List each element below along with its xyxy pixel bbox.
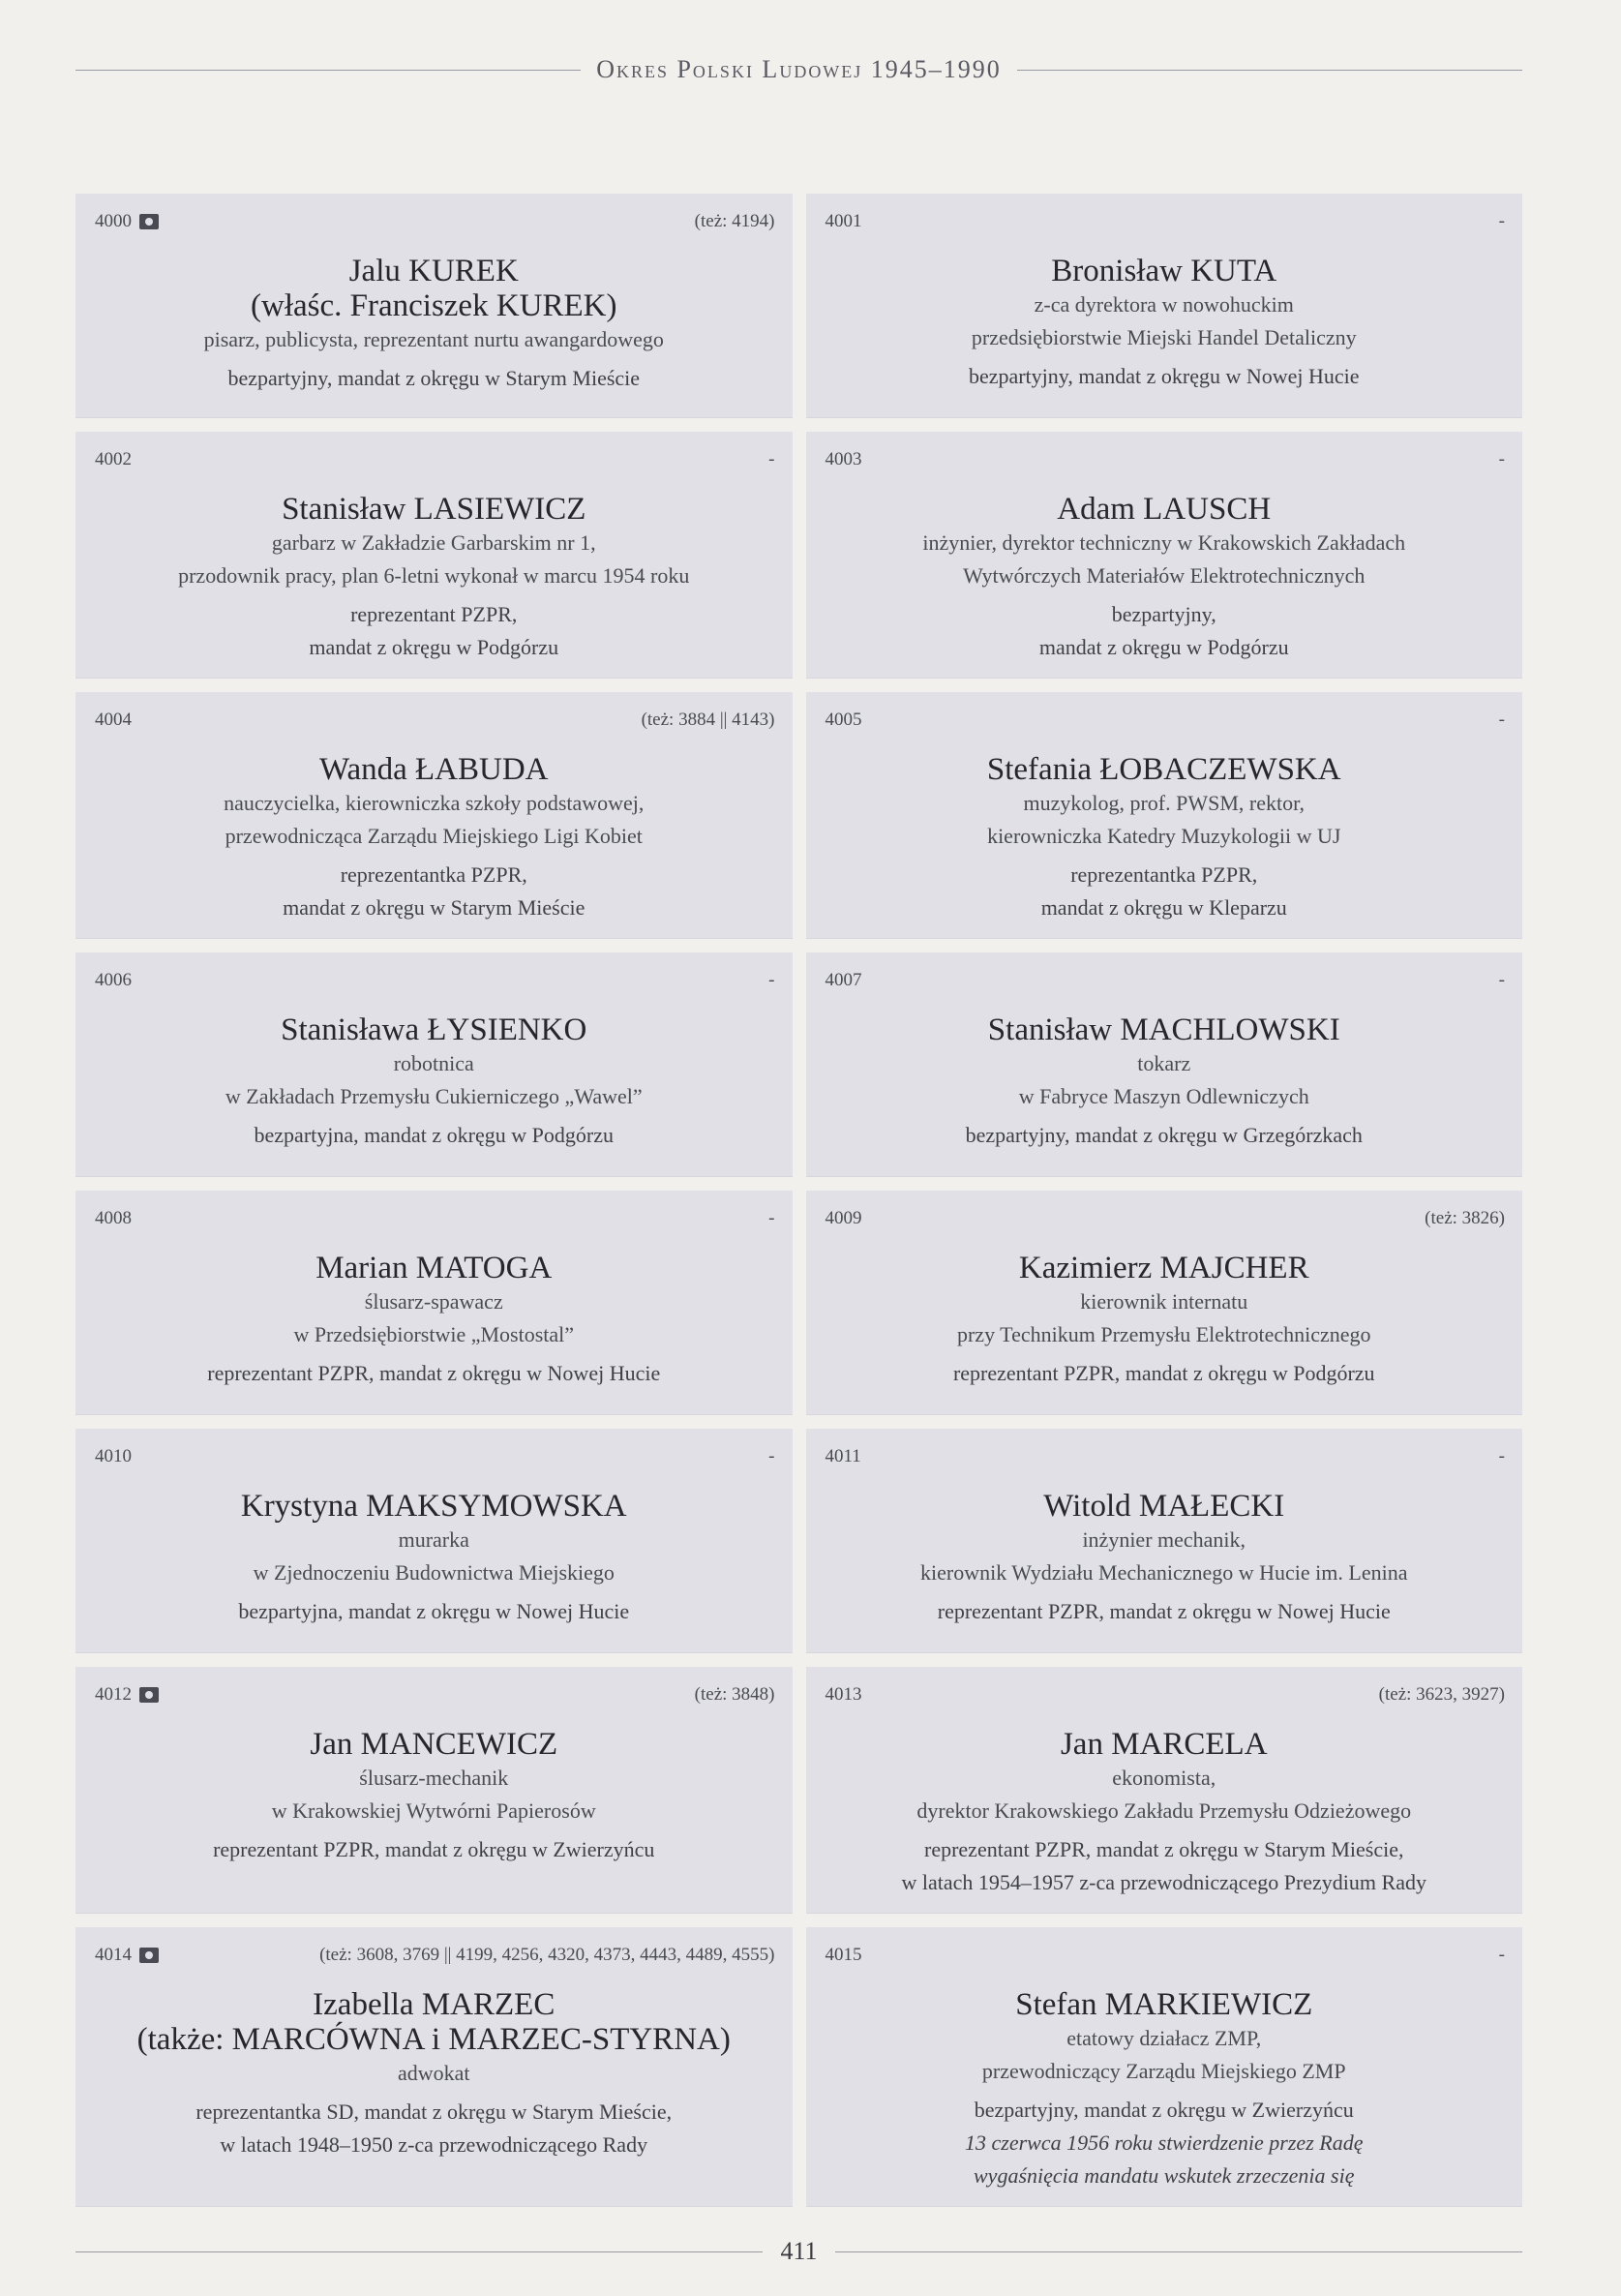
mandate-line: w latach 1948–1950 z-ca przewodniczącego Rady	[220, 2132, 648, 2157]
header-rule-right	[1017, 70, 1522, 71]
mandate-block	[95, 1357, 773, 1390]
entry-number: 4008	[95, 1208, 132, 1228]
person-name: Stanisława ŁYSIENKO	[281, 1012, 587, 1047]
mandate-line: reprezentantka PZPR,	[340, 862, 527, 887]
entry-card	[75, 692, 793, 939]
cross-reference: -	[1498, 1446, 1505, 1466]
entry-card	[806, 952, 1523, 1177]
cross-reference: (też: 3884 || 4143)	[641, 710, 775, 730]
occupation-line: przewodniczący Zarządu Miejskiego ZMP	[981, 2059, 1346, 2083]
mandate-line: mandat z okręgu w Kleparzu	[1040, 895, 1287, 920]
entry-card	[75, 1667, 793, 1914]
occupation-line: etatowy działacz ZMP,	[1066, 2026, 1262, 2050]
person-name: Stanisław LASIEWICZ	[282, 492, 586, 527]
footer-rule-left	[75, 2251, 763, 2252]
person-name: Jalu KUREK	[348, 254, 519, 288]
person-name: Izabella MARZEC	[313, 1987, 555, 2022]
occupation-line: w Przedsiębiorstwie „Mostostal”	[293, 1322, 575, 1346]
entry-card	[806, 194, 1523, 418]
mandate-line: reprezentant PZPR,	[350, 602, 518, 626]
cross-reference: (też: 3826)	[1425, 1208, 1505, 1228]
occupation-line: przedsiębiorstwie Miejski Handel Detaliczny	[971, 325, 1357, 349]
mandate-block	[826, 859, 1504, 924]
entry-row	[75, 1429, 1522, 1653]
cross-reference: (też: 4194)	[694, 211, 775, 231]
entry-number: 4003	[825, 449, 862, 469]
entry-number-block	[95, 970, 132, 991]
mandate-block	[95, 1595, 773, 1628]
entry-number-block	[826, 970, 862, 991]
occupation-line: w Krakowskiej Wytwórni Papierosów	[271, 1798, 596, 1823]
header-rule-left	[75, 70, 581, 71]
cross-reference: -	[1498, 710, 1505, 730]
occupation-line: muzykolog, prof. PWSM, rektor,	[1023, 791, 1306, 815]
note-line: 13 czerwca 1956 roku stwierdzenie przez Radę	[965, 2130, 1364, 2155]
occupation-line: w Zakładach Przemysłu Cukierniczego „Wawel”	[225, 1084, 643, 1108]
occupation-line: dyrektor Krakowskiego Zakładu Przemysłu Odzieżowego	[916, 1798, 1412, 1823]
occupation-line: przodownik pracy, plan 6-letni wykonał w marcu 1954 roku	[178, 563, 690, 588]
person-name: Kazimierz MAJCHER	[1018, 1251, 1309, 1285]
occupation-line: garbarz w Zakładzie Garbarskim nr 1,	[271, 530, 596, 555]
entry-number-block	[95, 449, 132, 470]
entries-grid	[75, 194, 1522, 2220]
mandate-line: w latach 1954–1957 z-ca przewodniczącego Prezydium Rady	[901, 1870, 1426, 1894]
photo-icon	[139, 214, 159, 229]
mandate-block	[95, 2096, 773, 2161]
entry-number-block	[826, 1446, 861, 1467]
mandate-line: reprezentant PZPR, mandat z okręgu w Zwierzyńcu	[213, 1837, 655, 1861]
mandate-line: reprezentant PZPR, mandat z okręgu w Starym Mieście,	[924, 1837, 1404, 1861]
occupation-line: adwokat	[397, 2061, 470, 2085]
entry-number: 4006	[95, 970, 132, 990]
mandate-block	[95, 598, 773, 664]
occupation-line: nauczycielka, kierowniczka szkoły podstawowej,	[224, 791, 645, 815]
person-name: Witold MAŁECKI	[1043, 1489, 1285, 1524]
entry-row	[75, 1191, 1522, 1415]
footer-rule-right	[835, 2251, 1522, 2252]
entry-number: 4004	[95, 710, 132, 730]
mandate-line: reprezentant PZPR, mandat z okręgu w Nowej Hucie	[937, 1599, 1391, 1623]
cross-reference: -	[1498, 449, 1505, 469]
entry-card	[75, 194, 793, 418]
cross-reference: (też: 3608, 3769 || 4199, 4256, 4320, 4373, 4443, 4489, 4555)	[319, 1945, 775, 1965]
page-number: 411	[780, 2237, 818, 2265]
entry-number-block	[826, 1684, 862, 1706]
mandate-line: bezpartyjny, mandat z okręgu w Zwierzyńcu	[974, 2098, 1354, 2122]
entry-number: 4001	[825, 211, 862, 231]
entry-row	[75, 432, 1522, 679]
mandate-line: bezpartyjny, mandat z okręgu w Nowej Hucie	[968, 364, 1360, 388]
mandate-block	[826, 360, 1504, 393]
person-name: Bronisław KUTA	[1051, 254, 1277, 288]
mandate-line: bezpartyjny, mandat z okręgu w Starym Mieście	[227, 366, 641, 390]
entry-number: 4011	[825, 1446, 861, 1466]
occupation-line: ślusarz-mechanik	[359, 1766, 509, 1790]
mandate-line: mandat z okręgu w Starym Mieście	[283, 895, 585, 920]
cross-reference: -	[768, 1208, 775, 1228]
entry-card	[806, 432, 1523, 679]
occupation-line: murarka	[398, 1527, 469, 1552]
entry-card	[75, 1429, 793, 1653]
running-title: Okres Polski Ludowej 1945–1990	[596, 55, 1002, 83]
alternate-name: (także: MARCÓWNA i MARZEC-STYRNA)	[136, 2022, 731, 2057]
entry-number: 4014	[95, 1945, 132, 1965]
entry-card	[806, 692, 1523, 939]
entry-number-block	[826, 211, 862, 232]
alternate-name: (właśc. Franciszek KUREK)	[251, 288, 617, 323]
occupation-line: pisarz, publicysta, reprezentant nurtu awangardowego	[203, 327, 664, 351]
mandate-line: reprezentantka PZPR,	[1070, 862, 1258, 887]
occupation-line: inżynier mechanik,	[1082, 1527, 1246, 1552]
entry-number-block	[826, 1208, 862, 1229]
mandate-block	[95, 1833, 773, 1866]
entry-number-block	[95, 1208, 132, 1229]
entry-card	[806, 1191, 1523, 1415]
entry-number: 4012	[95, 1684, 132, 1705]
mandate-line: reprezentant PZPR, mandat z okręgu w Nowej Hucie	[207, 1361, 661, 1385]
entry-card	[806, 1429, 1523, 1653]
mandate-block	[826, 1595, 1504, 1628]
photo-icon	[139, 1687, 159, 1703]
entry-number-block	[95, 710, 132, 731]
occupation-line: tokarz	[1137, 1051, 1191, 1075]
person-name: Wanda ŁABUDA	[318, 752, 549, 787]
entry-card	[75, 1927, 793, 2207]
mandate-line: mandat z okręgu w Podgórzu	[1038, 635, 1289, 659]
entry-number: 4015	[825, 1945, 862, 1965]
entry-card	[75, 952, 793, 1177]
cross-reference: -	[768, 1446, 775, 1466]
mandate-block	[95, 859, 773, 924]
entry-row	[75, 692, 1522, 939]
person-name: Jan MANCEWICZ	[310, 1727, 558, 1762]
entry-number: 4002	[95, 449, 132, 469]
occupation-line: ekonomista,	[1112, 1766, 1216, 1790]
mandate-line: reprezentantka SD, mandat z okręgu w Starym Mieście,	[195, 2100, 673, 2124]
entry-row	[75, 194, 1522, 418]
entry-row	[75, 1667, 1522, 1914]
entry-number: 4007	[825, 970, 862, 990]
mandate-line: mandat z okręgu w Podgórzu	[309, 635, 559, 659]
occupation-line: kierowniczka Katedry Muzykologii w UJ	[987, 824, 1341, 848]
occupation-line: przewodnicząca Zarządu Miejskiego Ligi Kobiet	[225, 824, 643, 848]
entry-number: 4000	[95, 211, 132, 231]
cross-reference: -	[768, 449, 775, 469]
occupation-line: Wytwórczych Materiałów Elektrotechnicznych	[963, 563, 1366, 588]
mandate-line: bezpartyjna, mandat z okręgu w Podgórzu	[254, 1123, 614, 1147]
entry-row	[75, 1927, 1522, 2207]
entry-number-block	[95, 1945, 159, 1966]
mandate-line: bezpartyjny,	[1111, 602, 1216, 626]
entry-number-block	[826, 710, 862, 731]
person-name: Krystyna MAKSYMOWSKA	[240, 1489, 627, 1524]
occupation-line: kierownik internatu	[1080, 1289, 1248, 1314]
entry-number-block	[95, 1446, 132, 1467]
entry-number-block	[95, 211, 159, 232]
occupation-line: w Fabryce Maszyn Odlewniczych	[1018, 1084, 1309, 1108]
occupation-line: robotnica	[393, 1051, 474, 1075]
occupation-line: inżynier, dyrektor techniczny w Krakowskich Zakładach	[922, 530, 1406, 555]
occupation-line: kierownik Wydziału Mechanicznego w Hucie im. Lenina	[920, 1560, 1408, 1585]
cross-reference: -	[768, 970, 775, 990]
mandate-line: bezpartyjny, mandat z okręgu w Grzegórzkach	[965, 1123, 1363, 1147]
occupation-line: w Zjednoczeniu Budownictwa Miejskiego	[253, 1560, 615, 1585]
entry-card	[806, 1667, 1523, 1914]
person-name: Jan MARCELA	[1060, 1727, 1268, 1762]
page-header	[75, 50, 1522, 89]
person-name: Stefan MARKIEWICZ	[1015, 1987, 1313, 2022]
entry-number-block	[826, 449, 862, 470]
entry-number-block	[95, 1684, 159, 1706]
cross-reference: (też: 3848)	[694, 1684, 775, 1705]
occupation-line: przy Technikum Przemysłu Elektrotechnicznego	[956, 1322, 1371, 1346]
mandate-block	[826, 2094, 1504, 2192]
mandate-line: reprezentant PZPR, mandat z okręgu w Podgórzu	[952, 1361, 1375, 1385]
page-footer	[75, 2234, 1522, 2269]
entry-number: 4013	[825, 1684, 862, 1705]
mandate-block	[95, 1119, 773, 1152]
entry-number: 4010	[95, 1446, 132, 1466]
mandate-block	[826, 598, 1504, 664]
photo-icon	[139, 1948, 159, 1963]
entry-number-block	[826, 1945, 862, 1966]
entry-card	[806, 1927, 1523, 2207]
mandate-block	[826, 1357, 1504, 1390]
mandate-line: bezpartyjna, mandat z okręgu w Nowej Hucie	[238, 1599, 630, 1623]
entry-card	[75, 1191, 793, 1415]
occupation-line: z-ca dyrektora w nowohuckim	[1034, 292, 1294, 317]
mandate-block	[826, 1833, 1504, 1899]
mandate-block	[826, 1119, 1504, 1152]
mandate-block	[95, 362, 773, 395]
entry-row	[75, 952, 1522, 1177]
person-name: Adam LAUSCH	[1057, 492, 1272, 527]
person-name: Stefania ŁOBACZEWSKA	[986, 752, 1341, 787]
entry-card	[75, 432, 793, 679]
note-line: wygaśnięcia mandatu wskutek zrzeczenia się	[974, 2163, 1355, 2188]
person-name: Marian MATOGA	[315, 1251, 553, 1285]
entry-number: 4005	[825, 710, 862, 730]
cross-reference: -	[1498, 211, 1505, 231]
cross-reference: (też: 3623, 3927)	[1378, 1684, 1505, 1705]
person-name: Stanisław MACHLOWSKI	[987, 1012, 1340, 1047]
occupation-line: ślusarz-spawacz	[364, 1289, 503, 1314]
cross-reference: -	[1498, 1945, 1505, 1965]
entry-number: 4009	[825, 1208, 862, 1228]
cross-reference: -	[1498, 970, 1505, 990]
